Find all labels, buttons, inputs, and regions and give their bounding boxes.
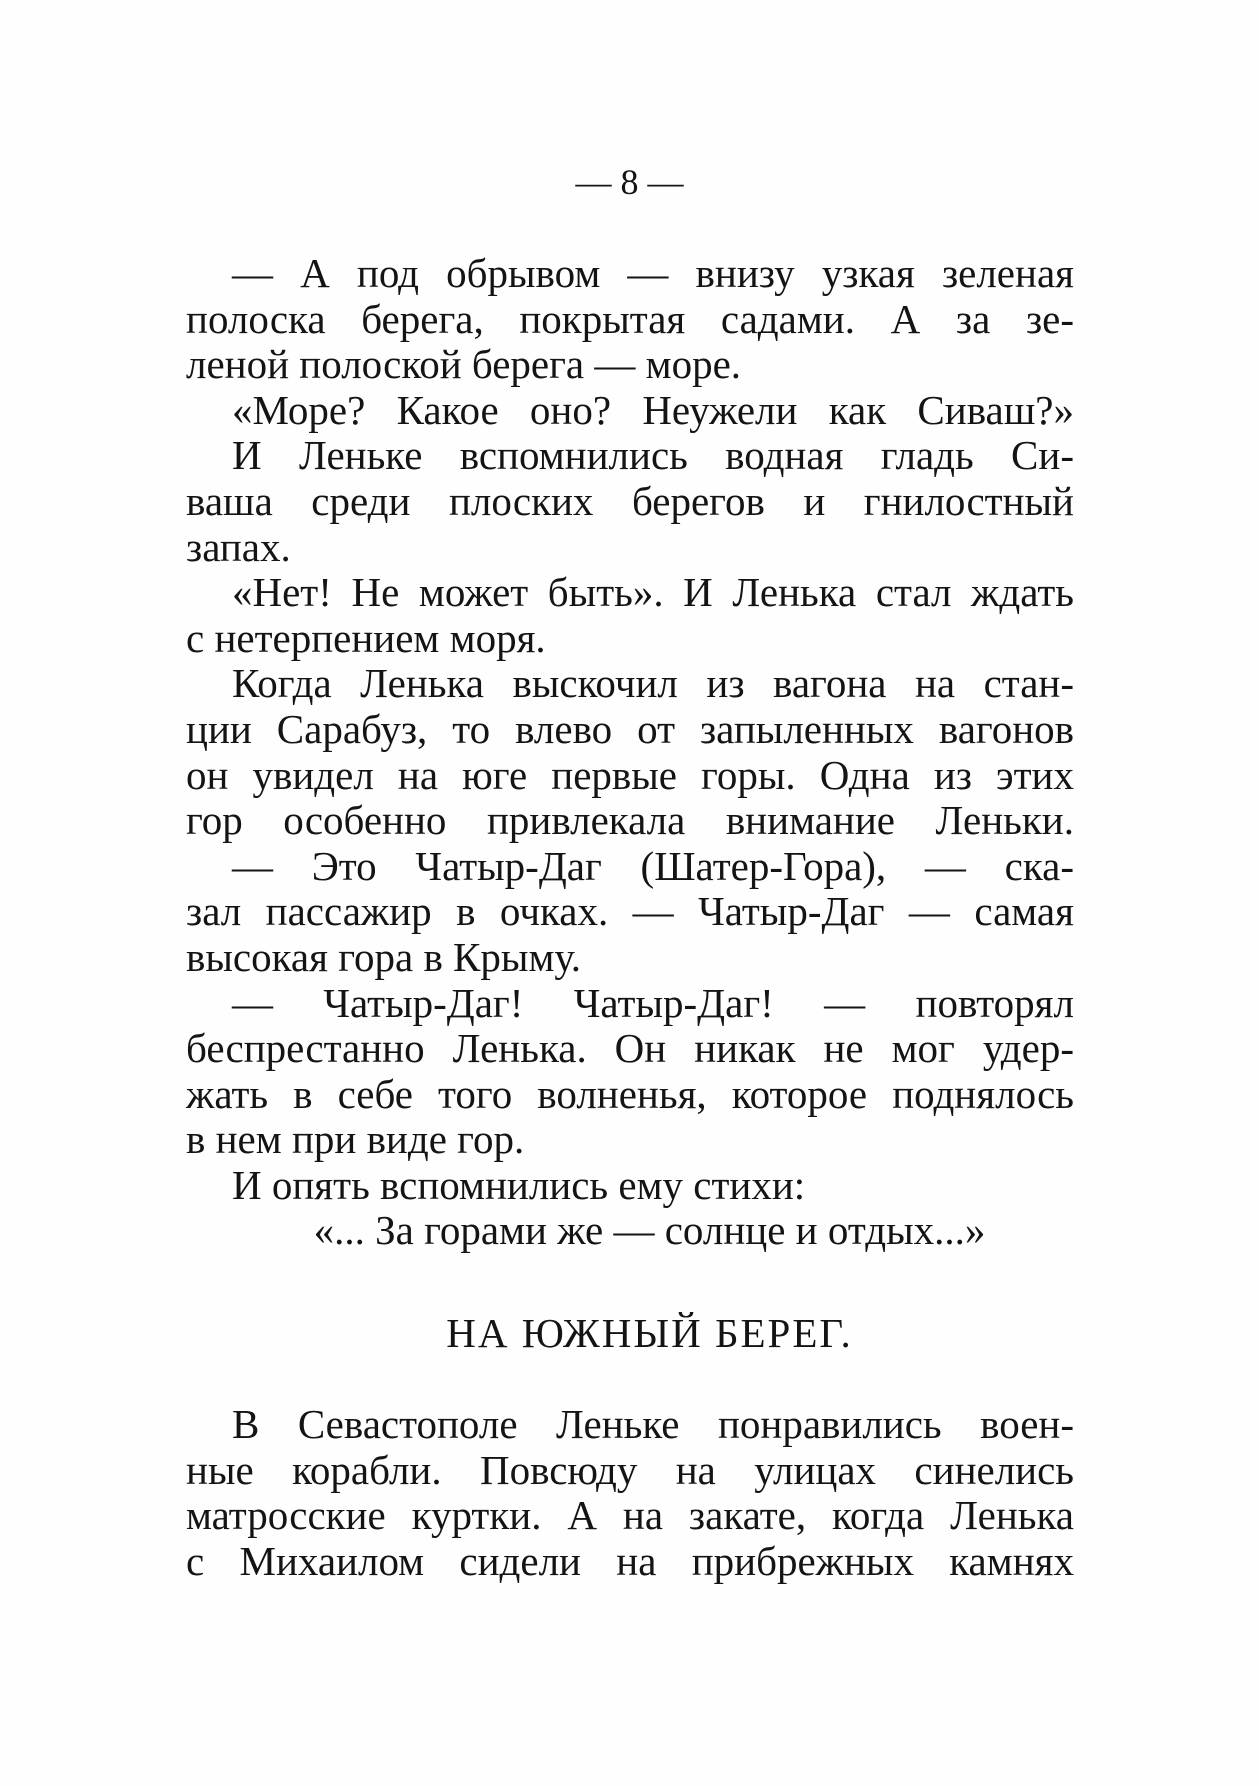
page-number: — 8 —: [575, 162, 684, 202]
text-line: И опять вспомнились ему стихи:: [232, 1161, 806, 1208]
text-line: — Чатыр-Даг! Чатыр-Даг! — повторял: [232, 979, 1074, 1026]
body-text-block: [186, 251, 1074, 1208]
text-line: запах.: [186, 523, 291, 570]
section-heading: НА ЮЖНЫЙ БЕРЕГ.: [446, 1310, 853, 1356]
text-line: в нем при виде гор.: [186, 1116, 525, 1163]
text-line: ваша среди плоских берегов и гнилостный: [186, 477, 1074, 524]
text-line: полоска берега, покрытая садами. А за зе-: [186, 295, 1074, 342]
text-line: с Михаилом сидели на прибрежных камнях: [186, 1537, 1074, 1584]
text-line: гор особенно привлекала внимание Леньки.: [186, 797, 1074, 844]
text-line: жать в себе того волненья, которое поднялось: [186, 1070, 1074, 1117]
text-line: он увидел на юге первые горы. Одна из этих: [186, 751, 1074, 798]
text-line: В Севастополе Леньке понравились воен-: [232, 1401, 1074, 1447]
text-line: беспрестанно Ленька. Он никак не мог удер-: [186, 1025, 1074, 1072]
text-line: зал пассажир в очках. — Чатыр-Даг — самая: [186, 888, 1074, 935]
text-line: «Море? Какое оно? Неужели как Сиваш?»: [232, 386, 1074, 433]
text-line: высокая гора в Крыму.: [186, 933, 582, 980]
text-line: — А под обрывом — внизу узкая зеленая: [232, 250, 1074, 296]
text-line: ные корабли. Повсюду на улицах синелись: [186, 1446, 1074, 1493]
text-line: И Леньке вспомнились водная гладь Си-: [232, 432, 1074, 479]
text-line: леной полоской берега — море.: [186, 341, 742, 388]
text-line: матросские куртки. А на закате, когда Ленька: [186, 1492, 1074, 1539]
body-text-block-2: [186, 1402, 1074, 1584]
text-line: ции Сарабуз, то влево от запыленных вагонов: [186, 705, 1074, 752]
text-line: Когда Ленька выскочил из вагона на стан-: [232, 660, 1074, 707]
text-line: — Это Чатыр-Даг (Шатер-Гора), — ска-: [232, 842, 1074, 889]
verse-quote: «... За горами же — солнце и отдых...»: [313, 1207, 986, 1253]
text-line: с нетерпением моря.: [186, 614, 546, 661]
text-line: «Нет! Не может быть». И Ленька стал ждать: [232, 569, 1074, 616]
